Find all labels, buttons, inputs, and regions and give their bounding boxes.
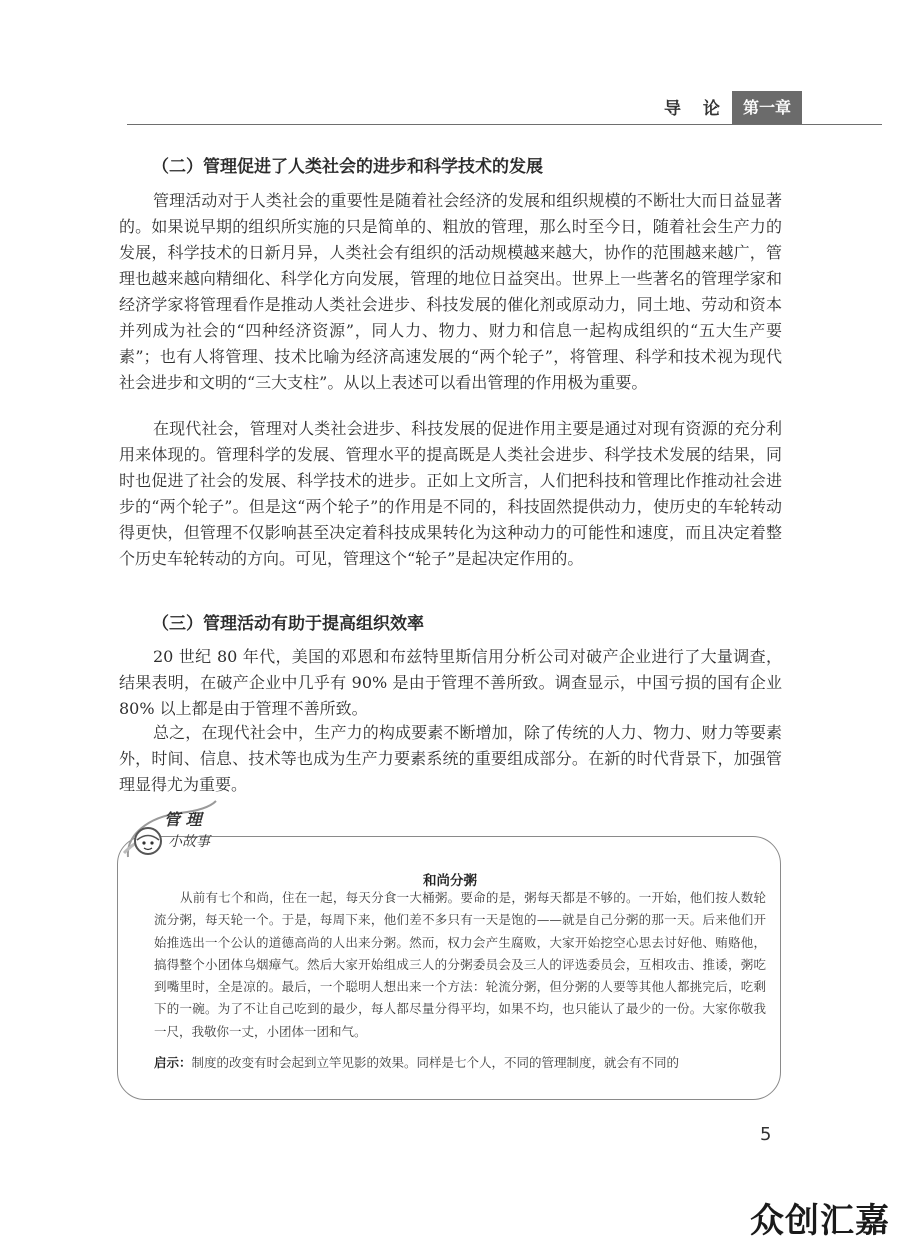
paragraph: 在现代社会，管理对人类社会进步、科技发展的促进作用主要是通过对现有资源的充分利用来体现的。管理科学的发展、管理水平的提高既是人类社会进步、科学技术发展的结果，同时也促进了社会的发展、科学技术的进步。正如上文所言，人们把科技和管理比作推动社会进步的“两个轮子”。但是这“两个轮子”的作用是不同的，科技固然提供动力，使历史的车轮转动得更快，但管理不仅影响甚至决定着科技成果转化为这种动力的可能性和速度，而且决定着整个历史车轮转动的方向。可见，管理这个“轮子”是起决定作用的。 [119,419,782,568]
header-section-label: 导 论 [664,99,728,119]
story-body: 从前有七个和尚，住在一起，每天分食一大桶粥。要命的是，粥每天都是不够的。一开始，他们按人数轮流分粥，每天轮一个。于是，每周下来，他们差不多只有一天是饱的——就是自己分粥的那一天。后来他们开始推选出一个公认的道德高尚的人出来分粥。然而，权力会产生腐败，大家开始挖空心思去讨好他、贿赂他，搞得整个小团体乌烟瘴气。然后大家开始组成三人的分粥委员会及三人的评选委员会，互相攻击、推诿，粥吃到嘴里时，全是凉的。最后，一个聪明人想出来一个方法：轮流分粥，但分粥的人要等其他人都挑完后，吃剩下的一碗。为了不让自己吃到的最少，每人都尽量分得平均，如果不均，也只能认了最少的一份。大家你敬我一尺，我敬你一丈，小团体一团和气。 [154,890,766,1039]
paragraph: 总之，在现代社会中，生产力的构成要素不断增加，除了传统的人力、物力、财力等要素外，时间、信息、技术等也成为生产力要素系统的重要组成部分。在新的时代背景下，加强管理显得尤为重要。 [119,723,782,794]
story-title: 和尚分粥 [423,873,477,889]
header-rule [127,124,882,125]
section-heading-2: （二）管理促进了人类社会的进步和科学技术的发展 [152,157,543,177]
insight-label: 启示： [154,1055,192,1070]
monk-illustration-icon [118,795,238,865]
section-heading-3: （三）管理活动有助于提高组织效率 [152,614,424,634]
management-story-logo [118,795,238,865]
header-chapter-tab: 第一章 [732,91,802,124]
logo-title-line2: 小故事 [168,834,210,850]
page-number: 5 [760,1124,772,1145]
watermark-logo: 众创汇嘉 [750,1201,890,1241]
paragraph: 管理活动对于人类社会的重要性是随着社会经济的发展和组织规模的不断壮大而日益显著的。如果说早期的组织所实施的只是简单的、粗放的管理，那么时至今日，随着社会生产力的发展，科学技术的日新月异，人类社会有组织的活动规模越来越大，协作的范围越来越广，管理也越来越向精细化、科学化方向发展，管理的地位日益突出。世界上一些著名的管理学家和经济学家将管理看作是推动人类社会进步、科技发展的催化剂或原动力，同土地、劳动和资本并列成为社会的“四种经济资源”，同人力、物力、财力和信息一起构成组织的“五大生产要素”；也有人将管理、技术比喻为经济高速发展的“两个轮子”，将管理、科学和技术视为现代社会进步和文明的“三大支柱”。从以上表述可以看出管理的作用极为重要。 [119,191,782,392]
paragraph: 20 世纪 80 年代，美国的邓恩和布兹特里斯信用分析公司对破产企业进行了大量调查，结果表明，在破产企业中几乎有 90% 是由于管理不善所致。调查显示，中国亏损的国有企业 80% 以上都是由于管理不善所致。 [119,647,782,718]
logo-title-line1: 管 理 [164,810,202,829]
story-insight [154,1053,794,1071]
insight-text: 制度的改变有时会起到立竿见影的效果。同样是七个人，不同的管理制度，就会有不同的 [191,1055,680,1070]
